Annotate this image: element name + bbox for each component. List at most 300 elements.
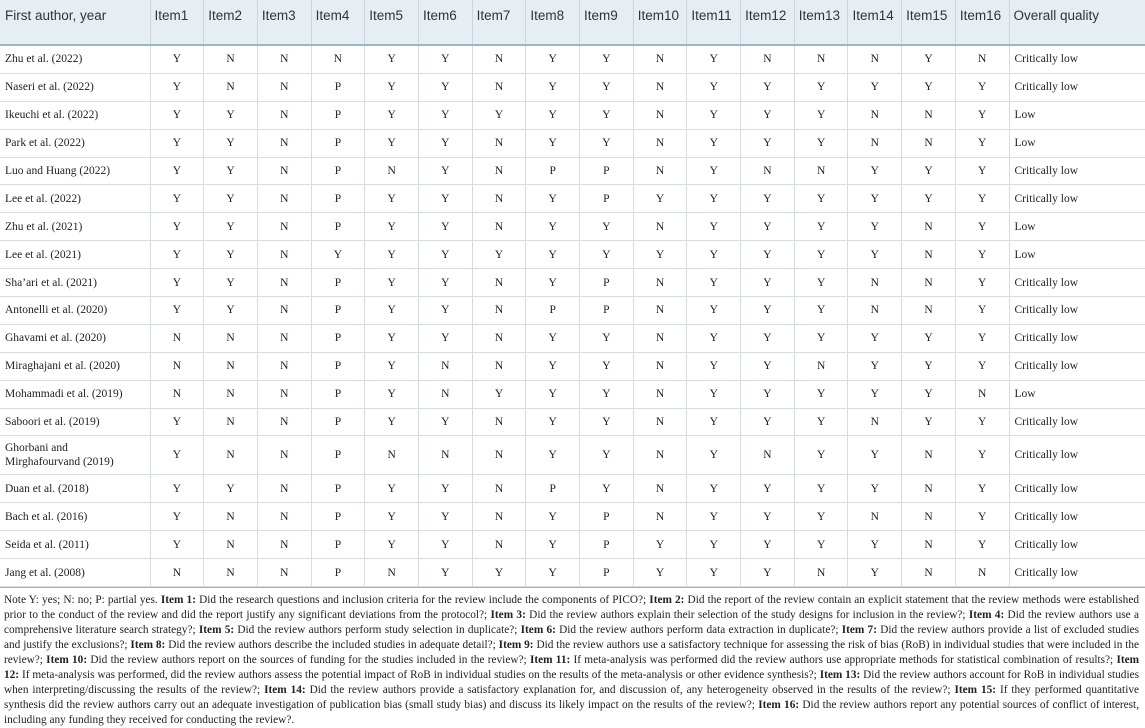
footnote-item-text: Did the review authors provide a satisfactory explanation for, and discussion of, any heterogeneity observed in the results of the review?;: [309, 684, 951, 697]
column-header-item: Item5: [365, 0, 419, 45]
item-rating-cell: N: [472, 324, 526, 352]
column-header-item: Item12: [741, 0, 795, 45]
item-rating-cell: Y: [580, 45, 634, 73]
item-rating-cell: Y: [794, 297, 848, 325]
item-rating-cell: Y: [150, 503, 204, 531]
item-rating-cell: Y: [418, 503, 472, 531]
quality-cell: Low: [1009, 213, 1145, 241]
item-rating-cell: N: [257, 185, 311, 213]
item-rating-cell: Y: [741, 241, 795, 269]
item-rating-cell: Y: [526, 324, 580, 352]
item-rating-cell: Y: [204, 213, 258, 241]
item-rating-cell: Y: [741, 408, 795, 436]
footnote-item-text: Did the review authors use a comprehensive literature search strategy?;: [4, 609, 1139, 637]
item-rating-cell: Y: [204, 241, 258, 269]
quality-cell: Low: [1009, 241, 1145, 269]
footnote-item-label: Item 15:: [954, 684, 997, 697]
item-rating-cell: N: [902, 475, 956, 503]
item-rating-cell: N: [204, 324, 258, 352]
item-rating-cell: N: [365, 559, 419, 587]
item-rating-cell: Y: [580, 129, 634, 157]
item-rating-cell: P: [311, 73, 365, 101]
quality-cell: Critically low: [1009, 324, 1145, 352]
table-row: [0, 531, 1145, 559]
item-rating-cell: N: [204, 436, 258, 475]
item-rating-cell: Y: [741, 73, 795, 101]
column-header-item: Item16: [955, 0, 1009, 45]
quality-cell: Critically low: [1009, 157, 1145, 185]
item-rating-cell: N: [902, 503, 956, 531]
item-rating-cell: N: [472, 185, 526, 213]
column-header-item: Item11: [687, 0, 741, 45]
author-cell: Jang et al. (2008): [0, 559, 150, 587]
quality-cell: Critically low: [1009, 45, 1145, 73]
column-header-item: Item15: [902, 0, 956, 45]
item-rating-cell: Y: [741, 129, 795, 157]
item-rating-cell: Y: [418, 73, 472, 101]
item-rating-cell: N: [794, 157, 848, 185]
item-rating-cell: P: [311, 129, 365, 157]
item-rating-cell: Y: [418, 157, 472, 185]
item-rating-cell: N: [633, 503, 687, 531]
item-rating-cell: P: [526, 157, 580, 185]
author-cell: Sha’ari et al. (2021): [0, 269, 150, 297]
item-rating-cell: Y: [955, 324, 1009, 352]
author-cell: Park et al. (2022): [0, 129, 150, 157]
item-rating-cell: N: [257, 157, 311, 185]
item-rating-cell: N: [472, 352, 526, 380]
item-rating-cell: N: [633, 380, 687, 408]
item-rating-cell: Y: [902, 45, 956, 73]
item-rating-cell: Y: [365, 185, 419, 213]
item-rating-cell: Y: [365, 408, 419, 436]
item-rating-cell: N: [848, 408, 902, 436]
item-rating-cell: Y: [526, 503, 580, 531]
footnote-legend: Note Y: yes; N: no; P: partial yes.: [4, 594, 158, 607]
item-rating-cell: Y: [418, 241, 472, 269]
item-rating-cell: Y: [848, 475, 902, 503]
footnote-item-text: Did the review authors perform data extraction in duplicate?;: [559, 624, 839, 637]
item-rating-cell: Y: [955, 475, 1009, 503]
item-rating-cell: N: [794, 559, 848, 587]
item-rating-cell: Y: [526, 45, 580, 73]
table-row: [0, 352, 1145, 380]
item-rating-cell: N: [257, 129, 311, 157]
footnote-item-text: Did the review authors account for RoB in individual studies when interpreting/discussing the results of the review?;: [4, 669, 1139, 697]
item-rating-cell: N: [955, 45, 1009, 73]
footnote-item-label: Item 12:: [4, 654, 1140, 682]
item-rating-cell: N: [257, 73, 311, 101]
table-row: [0, 241, 1145, 269]
item-rating-cell: N: [150, 559, 204, 587]
item-rating-cell: N: [257, 213, 311, 241]
item-rating-cell: Y: [687, 352, 741, 380]
footnote-item-label: Item 6:: [520, 624, 556, 637]
item-rating-cell: P: [311, 436, 365, 475]
item-rating-cell: N: [633, 324, 687, 352]
item-rating-cell: Y: [526, 213, 580, 241]
item-rating-cell: Y: [365, 73, 419, 101]
item-rating-cell: Y: [902, 157, 956, 185]
item-rating-cell: Y: [526, 269, 580, 297]
column-header-item: Item1: [150, 0, 204, 45]
item-rating-cell: Y: [418, 129, 472, 157]
item-rating-cell: Y: [365, 503, 419, 531]
item-rating-cell: Y: [633, 185, 687, 213]
item-rating-cell: Y: [955, 352, 1009, 380]
item-rating-cell: N: [633, 157, 687, 185]
item-rating-cell: N: [472, 408, 526, 436]
item-rating-cell: Y: [794, 531, 848, 559]
item-rating-cell: Y: [633, 241, 687, 269]
item-rating-cell: N: [848, 45, 902, 73]
item-rating-cell: Y: [794, 101, 848, 129]
item-rating-cell: Y: [955, 73, 1009, 101]
item-rating-cell: P: [311, 408, 365, 436]
table-row: [0, 157, 1145, 185]
item-rating-cell: N: [257, 101, 311, 129]
item-rating-cell: Y: [848, 352, 902, 380]
item-rating-cell: N: [418, 380, 472, 408]
item-rating-cell: N: [741, 157, 795, 185]
author-cell: Zhu et al. (2021): [0, 213, 150, 241]
column-header-item: Item8: [526, 0, 580, 45]
item-rating-cell: N: [150, 324, 204, 352]
author-cell: Luo and Huang (2022): [0, 157, 150, 185]
item-rating-cell: N: [633, 408, 687, 436]
item-rating-cell: Y: [794, 185, 848, 213]
item-rating-cell: N: [848, 269, 902, 297]
item-rating-cell: Y: [902, 408, 956, 436]
column-header-item: Item6: [418, 0, 472, 45]
item-rating-cell: N: [472, 436, 526, 475]
item-rating-cell: Y: [365, 352, 419, 380]
item-rating-cell: Y: [741, 297, 795, 325]
item-rating-cell: N: [204, 45, 258, 73]
item-rating-cell: N: [633, 475, 687, 503]
author-cell: Antonelli et al. (2020): [0, 297, 150, 325]
item-rating-cell: Y: [741, 324, 795, 352]
item-rating-cell: N: [902, 436, 956, 475]
table-row: [0, 297, 1145, 325]
footnote-item-label: Item 1:: [160, 594, 196, 607]
item-rating-cell: Y: [526, 531, 580, 559]
footnote-item-label: Item 16:: [758, 699, 800, 712]
item-rating-cell: N: [257, 380, 311, 408]
item-rating-cell: Y: [794, 475, 848, 503]
footnote-item-text: If meta-analysis was performed did the review authors use appropriate methods for statistical combination of results?;: [573, 654, 1114, 667]
item-rating-cell: N: [204, 503, 258, 531]
table-row: [0, 559, 1145, 587]
table-row: [0, 213, 1145, 241]
item-rating-cell: N: [902, 101, 956, 129]
item-rating-cell: N: [472, 475, 526, 503]
footnote-item-text: Did the review authors use a satisfactory technique for assessing the risk of bias (RoB) in individual studies that were included in the review?;: [4, 639, 1140, 667]
table-row: [0, 475, 1145, 503]
item-rating-cell: N: [848, 503, 902, 531]
footnote-item-label: Item 13:: [819, 669, 861, 682]
item-rating-cell: N: [902, 297, 956, 325]
item-rating-cell: P: [311, 503, 365, 531]
item-rating-cell: N: [204, 73, 258, 101]
quality-cell: Critically low: [1009, 269, 1145, 297]
item-rating-cell: P: [580, 185, 634, 213]
item-rating-cell: P: [311, 324, 365, 352]
item-rating-cell: Y: [418, 101, 472, 129]
item-rating-cell: P: [580, 503, 634, 531]
item-rating-cell: Y: [902, 73, 956, 101]
item-rating-cell: N: [311, 45, 365, 73]
author-cell: Ghorbani and Mirghafourvand (2019): [0, 436, 150, 475]
item-rating-cell: Y: [526, 101, 580, 129]
item-rating-cell: N: [848, 101, 902, 129]
item-rating-cell: Y: [418, 45, 472, 73]
item-rating-cell: N: [365, 436, 419, 475]
footnote-item-label: Item 10:: [46, 654, 88, 667]
item-rating-cell: Y: [687, 475, 741, 503]
item-rating-cell: Y: [150, 297, 204, 325]
item-rating-cell: N: [150, 380, 204, 408]
item-rating-cell: Y: [150, 408, 204, 436]
quality-cell: Critically low: [1009, 503, 1145, 531]
item-rating-cell: Y: [741, 213, 795, 241]
item-rating-cell: N: [204, 380, 258, 408]
item-rating-cell: N: [472, 269, 526, 297]
item-rating-cell: Y: [902, 352, 956, 380]
item-rating-cell: P: [526, 297, 580, 325]
author-cell: Zhu et al. (2022): [0, 45, 150, 73]
column-header-item: Item9: [580, 0, 634, 45]
item-rating-cell: Y: [150, 241, 204, 269]
item-rating-cell: Y: [526, 352, 580, 380]
item-rating-cell: N: [472, 45, 526, 73]
item-rating-cell: P: [580, 559, 634, 587]
item-rating-cell: N: [257, 324, 311, 352]
item-rating-cell: Y: [687, 297, 741, 325]
item-rating-cell: Y: [955, 101, 1009, 129]
item-rating-cell: Y: [633, 531, 687, 559]
item-rating-cell: P: [311, 352, 365, 380]
item-rating-cell: Y: [150, 213, 204, 241]
item-rating-cell: Y: [741, 559, 795, 587]
item-rating-cell: N: [150, 352, 204, 380]
quality-cell: Critically low: [1009, 559, 1145, 587]
author-cell: Lee et al. (2022): [0, 185, 150, 213]
item-rating-cell: Y: [794, 129, 848, 157]
item-rating-cell: Y: [418, 297, 472, 325]
item-rating-cell: N: [204, 531, 258, 559]
item-rating-cell: N: [902, 241, 956, 269]
item-rating-cell: N: [848, 297, 902, 325]
item-rating-cell: Y: [687, 269, 741, 297]
column-header-item: Item3: [257, 0, 311, 45]
table-row: [0, 380, 1145, 408]
quality-cell: Critically low: [1009, 408, 1145, 436]
item-rating-cell: Y: [741, 475, 795, 503]
item-rating-cell: Y: [526, 436, 580, 475]
footnote-item-label: Item 2:: [649, 594, 685, 607]
item-rating-cell: N: [365, 157, 419, 185]
item-rating-cell: N: [633, 101, 687, 129]
item-rating-cell: Y: [204, 185, 258, 213]
item-rating-cell: P: [580, 157, 634, 185]
column-header-item: Item4: [311, 0, 365, 45]
item-rating-cell: Y: [365, 101, 419, 129]
item-rating-cell: Y: [955, 531, 1009, 559]
item-rating-cell: Y: [526, 380, 580, 408]
item-rating-cell: Y: [365, 269, 419, 297]
item-rating-cell: Y: [150, 45, 204, 73]
item-rating-cell: Y: [848, 157, 902, 185]
item-rating-cell: Y: [687, 129, 741, 157]
item-rating-cell: N: [257, 241, 311, 269]
item-rating-cell: Y: [741, 101, 795, 129]
item-rating-cell: Y: [902, 185, 956, 213]
item-rating-cell: P: [311, 559, 365, 587]
author-cell: Lee et al. (2021): [0, 241, 150, 269]
item-rating-cell: Y: [365, 297, 419, 325]
footnote-item-label: Item 5:: [198, 624, 235, 637]
item-rating-cell: P: [526, 475, 580, 503]
item-rating-cell: Y: [526, 559, 580, 587]
item-rating-cell: N: [848, 129, 902, 157]
header-row: [0, 0, 1145, 45]
table-row: [0, 408, 1145, 436]
item-rating-cell: N: [472, 73, 526, 101]
item-rating-cell: N: [257, 297, 311, 325]
item-rating-cell: Y: [687, 213, 741, 241]
item-rating-cell: Y: [741, 352, 795, 380]
item-rating-cell: N: [257, 352, 311, 380]
footnote-item-label: Item 4:: [968, 609, 1005, 622]
item-rating-cell: Y: [848, 213, 902, 241]
item-rating-cell: Y: [526, 241, 580, 269]
item-rating-cell: Y: [955, 185, 1009, 213]
item-rating-cell: P: [311, 475, 365, 503]
table-row: [0, 503, 1145, 531]
author-cell: Bach et al. (2016): [0, 503, 150, 531]
item-rating-cell: Y: [150, 475, 204, 503]
item-rating-cell: Y: [580, 436, 634, 475]
item-rating-cell: Y: [365, 45, 419, 73]
footnote-item-label: Item 11:: [529, 654, 571, 667]
quality-cell: Critically low: [1009, 297, 1145, 325]
item-rating-cell: Y: [472, 380, 526, 408]
item-rating-cell: Y: [902, 380, 956, 408]
item-rating-cell: N: [633, 269, 687, 297]
item-rating-cell: N: [633, 436, 687, 475]
item-rating-cell: Y: [687, 503, 741, 531]
quality-cell: Critically low: [1009, 73, 1145, 101]
item-rating-cell: Y: [955, 503, 1009, 531]
item-rating-cell: N: [633, 45, 687, 73]
table-header: [0, 0, 1145, 45]
item-rating-cell: Y: [365, 213, 419, 241]
item-rating-cell: P: [311, 269, 365, 297]
item-rating-cell: Y: [418, 269, 472, 297]
author-cell: Saboori et al. (2019): [0, 408, 150, 436]
quality-cell: Critically low: [1009, 185, 1145, 213]
item-rating-cell: Y: [794, 73, 848, 101]
item-rating-cell: Y: [580, 324, 634, 352]
item-rating-cell: Y: [580, 380, 634, 408]
author-cell: Mohammadi et al. (2019): [0, 380, 150, 408]
quality-cell: Low: [1009, 101, 1145, 129]
item-rating-cell: N: [204, 352, 258, 380]
footnote-item-text: If meta-analysis was performed, did the review authors assess the potential impact of RoB in individual studies on the results of the meta-analysis or other evidence synthesis?;: [21, 669, 817, 682]
item-rating-cell: Y: [418, 185, 472, 213]
item-rating-cell: P: [311, 380, 365, 408]
item-rating-cell: Y: [741, 380, 795, 408]
footnote-item-text: Did the review authors perform study selection in duplicate?;: [237, 624, 518, 637]
item-rating-cell: Y: [848, 324, 902, 352]
item-rating-cell: Y: [150, 129, 204, 157]
item-rating-cell: Y: [365, 475, 419, 503]
footnote-item-label: Item 8:: [130, 639, 166, 652]
column-header-item: Item13: [794, 0, 848, 45]
table-row: [0, 101, 1145, 129]
item-rating-cell: Y: [687, 157, 741, 185]
column-header-author: First author, year: [0, 0, 150, 45]
item-rating-cell: N: [472, 531, 526, 559]
item-rating-cell: Y: [526, 408, 580, 436]
item-rating-cell: Y: [955, 213, 1009, 241]
column-header-item: Item7: [472, 0, 526, 45]
item-rating-cell: Y: [848, 436, 902, 475]
item-rating-cell: N: [418, 352, 472, 380]
item-rating-cell: N: [633, 297, 687, 325]
item-rating-cell: Y: [687, 408, 741, 436]
item-rating-cell: Y: [955, 436, 1009, 475]
item-rating-cell: N: [257, 559, 311, 587]
item-rating-cell: N: [902, 559, 956, 587]
item-rating-cell: Y: [687, 101, 741, 129]
item-rating-cell: Y: [472, 241, 526, 269]
item-rating-cell: N: [794, 352, 848, 380]
item-rating-cell: N: [257, 269, 311, 297]
item-rating-cell: N: [741, 45, 795, 73]
table-row: [0, 324, 1145, 352]
item-rating-cell: Y: [848, 185, 902, 213]
item-rating-cell: P: [311, 531, 365, 559]
item-rating-cell: N: [902, 269, 956, 297]
item-rating-cell: N: [955, 380, 1009, 408]
item-rating-cell: N: [633, 213, 687, 241]
item-rating-cell: Y: [687, 559, 741, 587]
column-header-quality: Overall quality: [1009, 0, 1145, 45]
table-row: [0, 45, 1145, 73]
item-rating-cell: P: [580, 297, 634, 325]
item-rating-cell: Y: [472, 559, 526, 587]
item-rating-cell: Y: [687, 324, 741, 352]
item-rating-cell: Y: [848, 531, 902, 559]
column-header-item: Item10: [633, 0, 687, 45]
item-rating-cell: Y: [365, 241, 419, 269]
item-rating-cell: Y: [955, 241, 1009, 269]
column-header-item: Item14: [848, 0, 902, 45]
footnote-item-text: Did the review authors report any potential sources of conflict of interest, including any funding they received for conducting the review?.: [4, 699, 1140, 727]
item-rating-cell: Y: [580, 101, 634, 129]
quality-cell: Low: [1009, 129, 1145, 157]
item-rating-cell: Y: [526, 73, 580, 101]
item-rating-cell: Y: [687, 45, 741, 73]
item-rating-cell: P: [580, 531, 634, 559]
item-rating-cell: Y: [418, 324, 472, 352]
footnote-item-label: Item 9:: [498, 639, 534, 652]
item-rating-cell: P: [311, 297, 365, 325]
item-rating-cell: Y: [472, 101, 526, 129]
item-rating-cell: Y: [150, 436, 204, 475]
